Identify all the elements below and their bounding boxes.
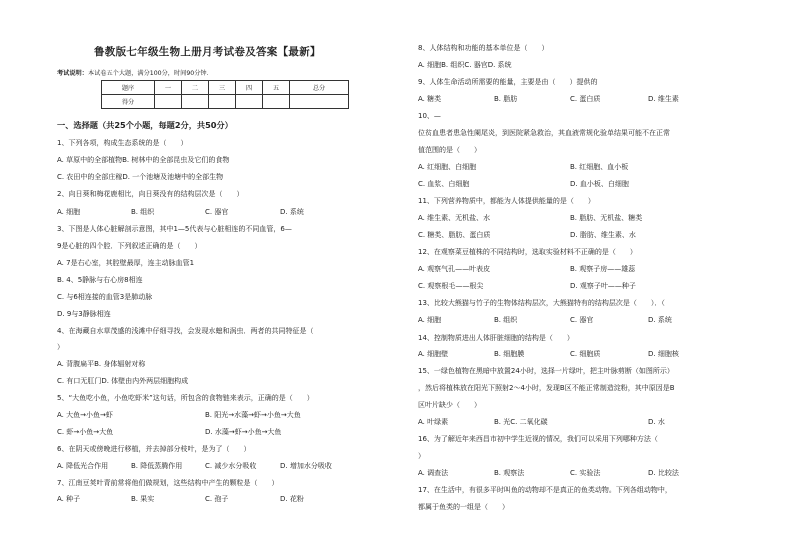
option: A. 调查法 — [418, 469, 449, 477]
score-table — [101, 80, 349, 109]
score-table-cell: 二 — [182, 81, 209, 95]
option: C. 糖类、脂肪、蛋白质 — [418, 231, 491, 239]
option: D. 比较法 — [648, 469, 679, 477]
option: C. 观察根毛——根尖 — [418, 282, 484, 290]
option: B. 阳光→水藻→虾→小鱼→大鱼 — [205, 411, 301, 419]
question-text: 15、一绿色植物在黑暗中放置24小时，选择一片绿叶，把主叶脉剪断（如图所示） — [418, 367, 674, 375]
question-text: C. 有口无肛门D. 体壁由内外两层细胞构成 — [57, 377, 189, 385]
option: A. 观察气孔——叶表皮 — [418, 265, 491, 273]
score-table-cell — [263, 95, 290, 109]
question-text: 12、在观察菜豆植株的不同结构时，选取实验材料不正确的是（ ） — [418, 248, 637, 256]
question-text: A. 草原中的全部植物B. 树林中的全部昆虫及它们的食物 — [57, 156, 230, 164]
score-table-cell: 题序 — [102, 81, 155, 95]
question-text: 17、在生活中，有很多平时叫鱼的动物却不是真正的鱼类动物。下列各组动物中， — [418, 486, 672, 494]
question-text: 14、控制物质进出人体肝脏细胞的结构是（ ） — [418, 334, 574, 342]
question-text: 13、比较大熊猫与竹子的生物体结构层次，大熊猫特有的结构层次是（ ）．（ — [418, 299, 665, 307]
question-text: 值范围的是（ ） — [418, 146, 481, 154]
option: A. 红细胞、白细胞 — [418, 163, 477, 171]
section-heading: 一、选择题（共25个小题，每题2分，共50分） — [57, 120, 233, 130]
question-text: C. 农田中的全部庄稼D. 一个池塘及池塘中的全部生物 — [57, 173, 224, 181]
question-text: ，然后将植株放在阳光下照射2～4小时，发现B区不能正常制造淀粉，其中原因是B — [418, 384, 675, 392]
option: C. 实验法 — [570, 469, 601, 477]
score-table-cell — [290, 95, 349, 109]
score-table-cell — [182, 95, 209, 109]
option: B. 红细胞、血小板 — [570, 163, 629, 171]
option: D. 系统 — [648, 316, 672, 324]
option: B. 组织 — [131, 208, 155, 216]
option: D. 系统 — [280, 208, 304, 216]
option: A. 大鱼→小鱼→虾 — [57, 411, 113, 419]
question-text: 8、人体结构和功能的基本单位是（ ） — [418, 44, 549, 52]
option: C. 器官 — [205, 208, 229, 216]
question-text: 都属于鱼类的一组是（ ） — [418, 503, 509, 511]
option: D. 血小板、白细胞 — [570, 180, 629, 188]
option: D. 观察子叶——种子 — [570, 282, 636, 290]
question-text: ） — [418, 452, 425, 460]
option: D. 维生素 — [648, 95, 679, 103]
option: C. 细胞质 — [570, 350, 601, 358]
question-text: 11、下列营养物质中，都能为人体提供能量的是（ ） — [418, 197, 595, 205]
score-table-cell — [155, 95, 182, 109]
option: B. 细胞膜 — [494, 350, 525, 358]
question-text: B. 4、5静脉与右心房8相连 — [57, 276, 143, 284]
question-text: 3、下图是人体心脏解剖示意图，其中1—5代表与心脏相连的不同血管，6— — [57, 225, 292, 233]
option: D. 脂肪、维生素、水 — [570, 231, 636, 239]
option: C. 器官 — [570, 316, 594, 324]
option: A. 细胞 — [418, 316, 442, 324]
score-table-cell: 一 — [155, 81, 182, 95]
option: B. 脂肪 — [494, 95, 518, 103]
exam-notice-text: 本试卷五个大题，满分100分，时间90分钟． — [87, 70, 213, 77]
option: B. 组织 — [494, 316, 518, 324]
question-text: 16、为了解近年来西昌市初中学生近视的情况，我们可以采用下列哪种方法（ — [418, 435, 658, 443]
question-text: 位贫血患者患急性阑尾炎，到医院紧急救治，其血液常规化验单结果可能不在正常 — [418, 129, 670, 137]
question-text: 10、— — [418, 112, 441, 120]
option: A. 糖类 — [418, 95, 442, 103]
score-table-cell — [236, 95, 263, 109]
score-table-cell — [209, 95, 236, 109]
question-text: D. 9与3静脉相连 — [57, 310, 111, 318]
option: C. 血浆、白细胞 — [418, 180, 470, 188]
option: C. 蛋白质 — [570, 95, 601, 103]
question-text: C. 与6相连接的血管3是肺动脉 — [57, 293, 153, 301]
option: B. 观察法 — [494, 469, 525, 477]
option: B. 果实 — [131, 495, 155, 503]
option: B. 观察子房——雄蕊 — [570, 265, 636, 273]
question-text: 7、江南豆荚叶青前常将他们做规划，这些结构中产生的颗粒是（ ） — [57, 479, 279, 487]
option: D. 水 — [648, 418, 665, 426]
exam-notice — [57, 68, 213, 77]
question-text: 9是心脏的四个腔．下列叙述正确的是（ ） — [57, 242, 202, 250]
option: A. 种子 — [57, 495, 81, 503]
score-table-score-row — [102, 95, 349, 109]
question-text: 9、人体生命活动所需要的能量，主要是由（ ）提供的 — [418, 78, 598, 86]
score-table-cell: 三 — [209, 81, 236, 95]
score-table-header-row — [102, 81, 349, 95]
option: A. 维生素、无机盐、水 — [418, 214, 491, 222]
option: A. 细胞壁 — [418, 350, 449, 358]
question-text: 区叶片缺少（ ） — [418, 401, 481, 409]
exam-notice-label: 考试说明： — [57, 70, 88, 77]
question-text: 4、在海藏自水草茂盛的浅滩中仔细寻找，会发现水螅和涡虫．两者的共同特征是（ — [57, 327, 314, 335]
option: C. 孢子 — [205, 495, 229, 503]
question-text: A. 细胞B. 组织C. 器官D. 系统 — [418, 61, 512, 69]
option: D. 细胞核 — [648, 350, 679, 358]
score-table-cell: 四 — [236, 81, 263, 95]
question-text: 5、“大鱼吃小鱼，小鱼吃虾米”这句话，所包含的食物链来表示，正确的是（ ） — [57, 394, 314, 402]
option: B. 降低蒸腾作用 — [131, 462, 183, 470]
question-text: A. 背腹扁平B. 身体辐射对称 — [57, 360, 146, 368]
option: D. 水藻→虾→小鱼→大鱼 — [205, 428, 282, 436]
option: A. 叶绿素 — [418, 418, 449, 426]
option: A. 细胞 — [57, 208, 81, 216]
option: D. 增加水分吸收 — [280, 462, 332, 470]
option: D. 花粉 — [280, 495, 304, 503]
option: B. 脂肪、无机盐、糖类 — [570, 214, 643, 222]
option: C. 虾→小鱼→大鱼 — [57, 428, 114, 436]
score-table-cell: 总分 — [290, 81, 349, 95]
page-title: 鲁教版七年级生物上册月考试卷及答案【最新】 — [94, 46, 321, 58]
question-text: 6、在阴天或傍晚进行移植，并去掉部分枝叶，是为了（ ） — [57, 445, 251, 453]
option: A. 降低光合作用 — [57, 462, 109, 470]
option: C. 减少水分吸收 — [205, 462, 257, 470]
option: B. 光C. 二氧化碳 — [494, 418, 548, 426]
question-text: 2、向日葵和梅花鹿相比，向日葵没有的结构层次是（ ） — [57, 190, 244, 198]
question-text: ） — [57, 343, 64, 351]
score-table-cell: 五 — [263, 81, 290, 95]
question-text: 1、下列各项，构成生态系统的是（ ） — [57, 139, 188, 147]
question-text: A. 7是右心室，其腔壁最厚，连主动脉血管1 — [57, 259, 195, 267]
score-table-cell: 得分 — [102, 95, 155, 109]
